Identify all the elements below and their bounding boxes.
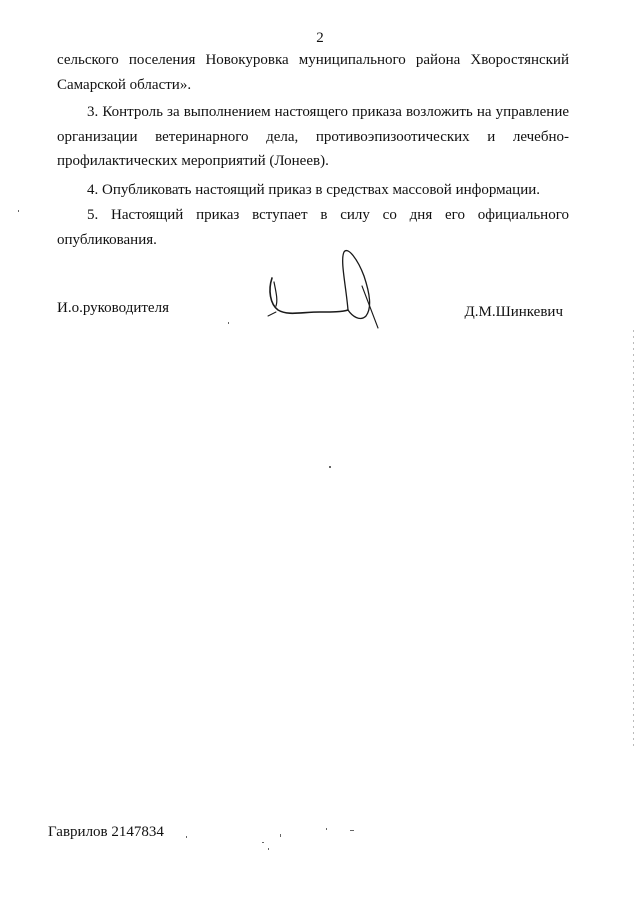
signatory-name: Д.М.Шинкевич (464, 304, 563, 320)
scan-speck (186, 836, 187, 838)
handwritten-signature (262, 246, 392, 336)
executor-note: Гаврилов 2147834 (48, 824, 164, 840)
signature-block (57, 300, 569, 322)
scan-speck (326, 828, 327, 830)
scan-speck (350, 830, 354, 831)
paragraph-publish: 4. Опубликовать настоящий приказ в средствах массовой информации. (87, 181, 541, 198)
paragraph-effective: 5. Настоящий приказ вступает в силу со дня его официального опубликования. (57, 207, 569, 248)
scan-speck (262, 842, 264, 843)
signatory-role: И.о.руководителя (57, 300, 169, 316)
paragraph-continuation: сельского поселения Новокуровка муниципального района Хворостянский Самарской области». (57, 52, 569, 93)
scan-speck (268, 848, 269, 850)
page-number: 2 (316, 30, 324, 46)
paragraph-control: 3. Контроль за выполнением настоящего приказа возложить на управление организации ветеринарного дела, противоэпизоотических и лечебно-профилактических мероприятий (Лонеев). (57, 104, 569, 169)
scan-edge (633, 330, 634, 750)
scan-speck (228, 322, 229, 324)
scan-speck (280, 834, 281, 837)
document-body (57, 48, 569, 252)
scan-speck (18, 210, 19, 212)
scan-speck (329, 466, 331, 468)
